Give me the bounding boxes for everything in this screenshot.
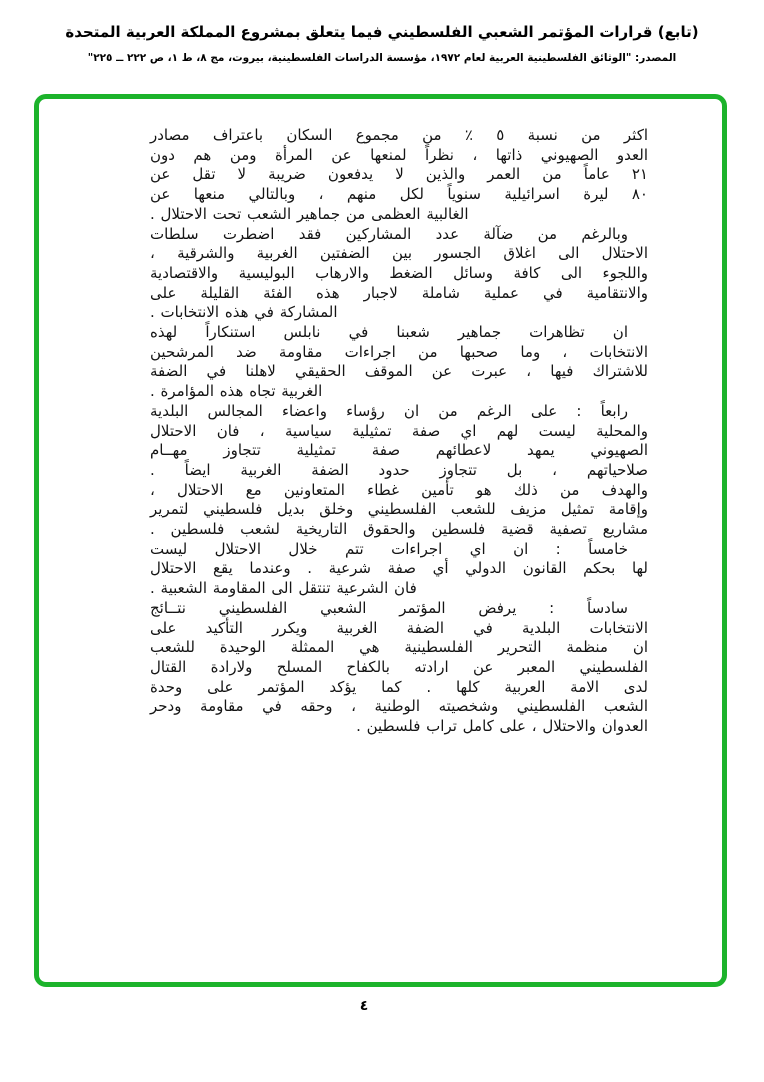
text-line: فان الشرعية تنتقل الى المقاومة الشعبية . xyxy=(150,579,417,598)
page-title: (تابع) قرارات المؤتمر الشعبي الفلسطيني فيما يتعلق بمشروع المملكة العربية المتحدة xyxy=(65,23,699,41)
body-text xyxy=(150,126,648,737)
text-line: وبالرغم من ضآلة عدد المشاركين فقد اضطرت سلطات xyxy=(150,224,628,243)
source-citation: المصدر: "الوثائق الفلسطينية العربية لعام ١٩٧٢، مؤسسة الدراسات الفلسطينية، بيروت، مج ٨، ط ١، ص ٢٢٢ ــ ٢٢٥" xyxy=(87,52,677,64)
text-line: الانتخابات البلدية في الضفة الغربية ويكرر التأكيد على xyxy=(150,618,648,637)
text-line: لدى الامة العربية كلها . كما يؤكد المؤتمر على وحدة xyxy=(150,677,648,696)
text-line: الغربية تجاه هذه المؤامرة . xyxy=(150,382,323,401)
text-line: ان منظمة التحرير الفلسطينية هي الممثلة الوحيدة للشعب xyxy=(150,638,648,657)
text-line: الانتخابات ، وما صحبها من اجراءات مقاومة ضد المرشحين xyxy=(150,342,648,361)
text-line: مشاريع تصفية قضية فلسطين والحقوق التاريخية لشعب فلسطين . xyxy=(150,520,648,539)
page-number: ٤ xyxy=(359,998,369,1014)
text-line: العدوان والاحتلال ، على كامل تراب فلسطين . xyxy=(356,717,648,736)
text-line: الشعب الفلسطيني وشخصيته الوطنية ، وحقه في مقاومة ودحر xyxy=(150,697,648,716)
text-line: الاحتلال الى اغلاق الجسور بين الضفتين الغربية والشرقية ، xyxy=(150,244,648,263)
text-line: العدو الصهيوني ذاتها ، نظراً لمنعها عن المرأة ومن هم دون xyxy=(150,145,648,164)
text-line: ان تظاهرات جماهير شعبنا في نابلس استنكاراً لهذه xyxy=(150,323,628,342)
text-line: الفلسطيني المعبر عن ارادته بالكفاح المسلح ولارادة القتال xyxy=(150,657,648,676)
text-line: رابعاً : على الرغم من ان رؤساء واعضاء المجالس البلدية xyxy=(150,401,628,420)
text-line: المشاركة في هذه الانتخابات . xyxy=(150,303,338,322)
text-line: سادساً : يرفض المؤتمر الشعبي الفلسطيني نتــائج xyxy=(150,598,628,617)
text-line: ٨٠ ليرة اسرائيلية سنوياً لكل منهم ، وبالتالي منعها عن xyxy=(150,185,648,204)
text-line: الصهيوني يمهد لاعطائهم صفة تمثيلية تتجاوز مهــام xyxy=(150,441,648,460)
text-line: للاشتراك فيها ، عبرت عن الموقف الحقيقي لاهلنا في الضفة xyxy=(150,362,648,381)
text-line: ٢١ عاماً من العمر والذين لا يدفعون ضريبة لا تقل عن xyxy=(150,165,648,184)
text-line: والانتقامية في عملية شاملة لاجبار هذه الفئة القليلة على xyxy=(150,283,648,302)
text-line: والهدف من ذلك هو تأمين غطاء المتعاونين مع الاحتلال ، xyxy=(150,480,648,499)
text-line: والمحلية ليست لهم اي صفة تمثيلية سياسية ، فان الاحتلال xyxy=(150,421,648,440)
text-line: صلاحياتهم ، بل تتجاوز حدود الضفة الغربية ايضاً . xyxy=(150,460,648,479)
text-line: لها بحكم القانون الدولي أي صفة شرعية . وعندما يقع الاحتلال xyxy=(150,559,648,578)
text-line: خامساً : ان اي اجراءات تتم خلال الاحتلال ليست xyxy=(150,539,628,558)
text-line: اكثر من نسبة ٥ ٪ من مجموع السكان باعتراف مصادر xyxy=(150,126,648,144)
text-line: واللجوء الى كافة وسائل الضغط والارهاب البوليسية والاقتصادية xyxy=(150,263,648,282)
text-line: الغالبية العظمى من جماهير الشعب تحت الاحتلال . xyxy=(150,204,469,223)
text-line: وإقامة تمثيل مزيف للشعب الفلسطيني وخلق بديل فلسطيني لتمرير xyxy=(150,500,648,519)
